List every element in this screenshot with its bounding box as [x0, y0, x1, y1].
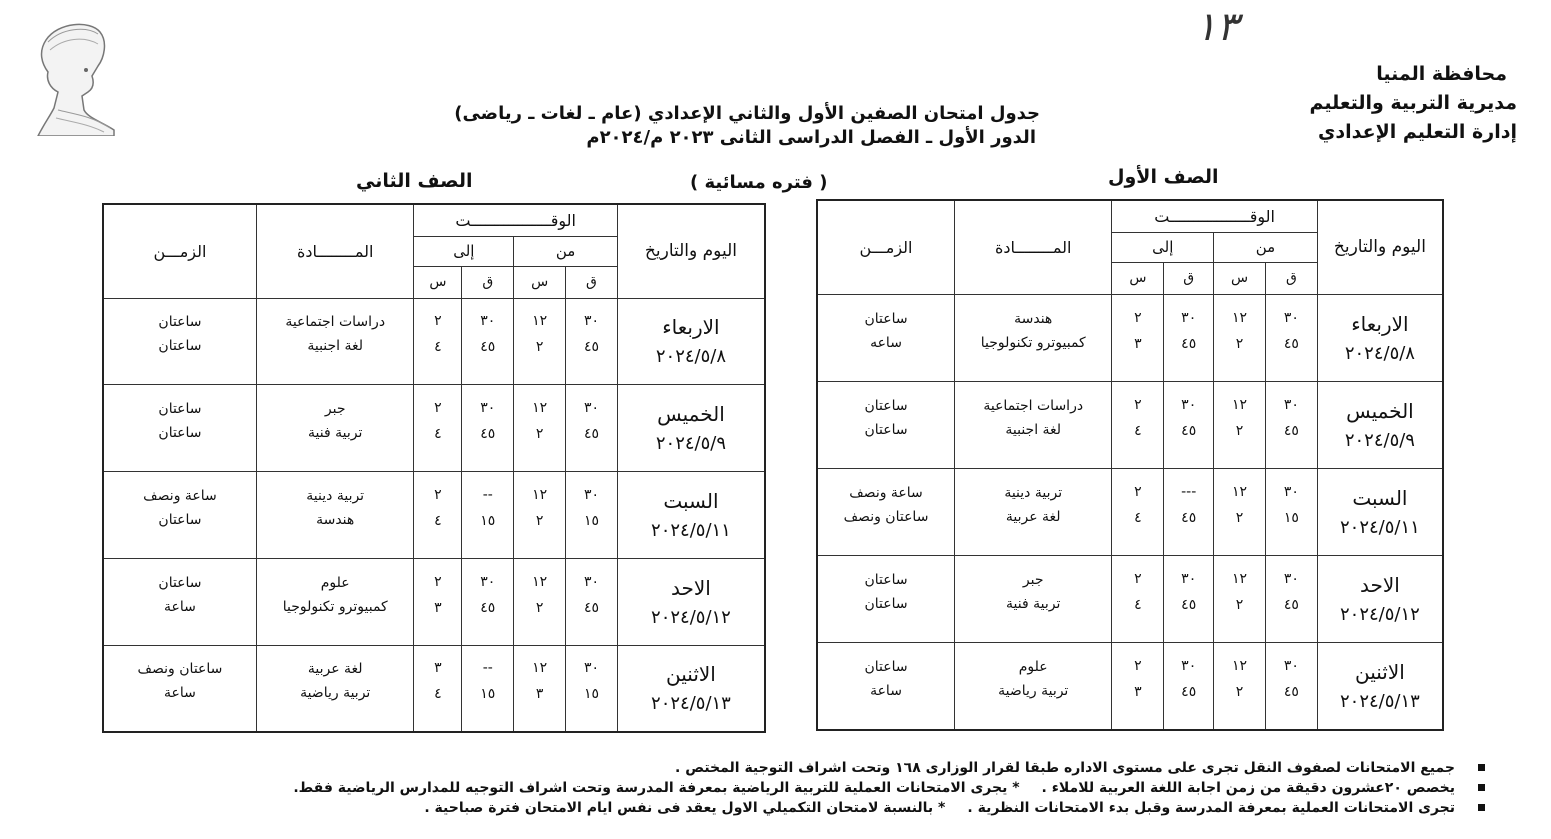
exam-date: ٢٠٢٤/٥/١١ — [1340, 516, 1420, 538]
duration-1: ساعة ونصف — [849, 484, 923, 501]
duration-cell — [103, 558, 256, 645]
from-hour-cell — [514, 472, 566, 559]
duration-1: ساعتان — [864, 659, 908, 676]
to-hour-cell — [414, 558, 462, 645]
day-date-cell — [1317, 643, 1443, 730]
from-minute-1: ٣٠ — [583, 660, 599, 677]
hour-header: س — [1214, 262, 1266, 294]
note-item — [39, 798, 1489, 818]
to-hour-cell — [1112, 643, 1164, 730]
exam-date: ٢٠٢٤/٥/١٣ — [651, 693, 731, 715]
to-hour-cell — [414, 645, 462, 732]
table-row — [817, 468, 1443, 555]
from-minute-2: ١٥ — [583, 512, 599, 529]
to-hour-cell — [414, 472, 462, 559]
subject-cell — [955, 294, 1112, 381]
note-text: تجرى الامتحانات العملية بمعرفة المدرسة وقبل بدء الامتحانات النظرية . — [967, 800, 1455, 816]
to-minute-1: ٣٠ — [480, 313, 496, 330]
hour-header: س — [514, 266, 566, 298]
subject-cell — [955, 468, 1112, 555]
day-date-cell — [617, 298, 765, 385]
duration-1: ساعتان ونصف — [137, 661, 223, 678]
from-hour-cell — [514, 558, 566, 645]
to-minute-2: ١٥ — [480, 686, 496, 703]
to-minute-2: ٤٥ — [1181, 335, 1197, 352]
day-name: الخميس — [657, 402, 725, 427]
to-hour-2: ٤ — [434, 339, 442, 356]
duration-2: ساعتان — [158, 425, 202, 442]
table-row — [103, 645, 765, 732]
subject-cell — [256, 298, 414, 385]
table-row — [103, 558, 765, 645]
from-hour-cell — [1214, 556, 1266, 643]
from-hour-cell — [1214, 381, 1266, 468]
to-minute-2: ٤٥ — [1181, 509, 1197, 526]
from-minute-2: ١٥ — [583, 686, 599, 703]
note-item — [39, 758, 1489, 778]
day-name: الاحد — [671, 575, 711, 600]
time-header: الوقـــــــــــــــــت — [1112, 200, 1317, 232]
subject-1: هندسة — [1014, 310, 1053, 327]
from-minute-1: ٣٠ — [583, 573, 599, 590]
to-hour-cell — [1112, 556, 1164, 643]
from-hour-cell — [514, 298, 566, 385]
to-hour-cell — [1112, 294, 1164, 381]
to-minute-cell — [1164, 468, 1214, 555]
duration-2: ساعتان — [158, 511, 202, 528]
to-hour-1: ٢ — [434, 313, 442, 330]
subject-2: كمبيوترو تكنولوجيا — [282, 598, 388, 615]
document-title — [380, 102, 1040, 150]
day-date-cell — [1317, 294, 1443, 381]
to-minute-1: ٣٠ — [1181, 396, 1197, 413]
to-minute-2: ٤٥ — [1181, 422, 1197, 439]
from-hour-cell — [514, 645, 566, 732]
from-minute-2: ٤٥ — [1283, 335, 1299, 352]
to-minute-cell — [462, 385, 514, 472]
to-minute-cell — [462, 645, 514, 732]
governorate-name: محافظة المنيا — [1376, 63, 1507, 85]
administration-name: إدارة التعليم الإعدادي — [1318, 121, 1517, 143]
exam-date: ٢٠٢٤/٥/٩ — [1344, 429, 1415, 451]
to-minute-cell — [1164, 294, 1214, 381]
from-minute-1: ٣٠ — [1283, 571, 1299, 588]
from-hour-1: ١٢ — [532, 573, 548, 590]
to-hour-cell — [1112, 381, 1164, 468]
from-hour-1: ١٢ — [1232, 396, 1248, 413]
table-row — [103, 385, 765, 472]
to-hour-cell — [414, 298, 462, 385]
from-minute-2: ٤٥ — [1283, 422, 1299, 439]
to-hour-2: ٤ — [434, 686, 442, 703]
to-hour-2: ٣ — [1134, 684, 1142, 701]
note-extra-text: * بالنسبة لامتحان التكميلي الاول يعقد فى نفس ايام الامتحان فترة صباحية . — [424, 800, 946, 816]
duration-2: ساعتان — [864, 421, 908, 438]
note-text: جميع الامتحانات لصفوف النقل تجرى على مستوى الاداره طبقا لقرار الوزارى ١٦٨ وتحت اشراف التوجية المختص . — [675, 760, 1455, 776]
hour-header: س — [414, 266, 462, 298]
from-hour-2: ٢ — [1235, 684, 1244, 701]
period-label: ( فتره مسائية ) — [690, 172, 828, 193]
grade2-schedule-table — [102, 203, 766, 733]
from-minute-cell — [566, 385, 618, 472]
day-name: الاحد — [1359, 573, 1400, 598]
from-minute-cell — [566, 645, 618, 732]
day-name: السبت — [1352, 485, 1408, 510]
subject-1: علوم — [320, 574, 350, 591]
issuing-authority — [1309, 60, 1517, 147]
from-minute-cell — [1265, 381, 1317, 468]
duration-cell — [817, 643, 955, 730]
from-header: من — [514, 236, 618, 266]
subject-1: علوم — [1018, 659, 1048, 676]
duration-2: ساعتان — [864, 596, 908, 613]
subject-1: دراسات اجتماعية — [983, 397, 1084, 414]
to-minute-2: ٤٥ — [480, 339, 496, 356]
from-minute-1: ٣٠ — [1283, 396, 1299, 413]
to-header: إلى — [1112, 232, 1214, 262]
duration-2: ساعتان ونصف — [843, 508, 929, 525]
duration-2: ساعة — [164, 598, 196, 615]
duration-cell — [103, 298, 256, 385]
nefertiti-logo — [28, 18, 120, 136]
to-minute-2: ٤٥ — [480, 426, 496, 443]
note-item — [39, 778, 1489, 798]
to-minute-1: ٣٠ — [480, 400, 496, 417]
from-hour-1: ١٢ — [532, 486, 548, 503]
day-name: الاربعاء — [662, 315, 720, 340]
table-row — [817, 556, 1443, 643]
minute-header: ق — [1164, 262, 1214, 294]
from-hour-2: ٢ — [535, 339, 544, 356]
subject-2: لغة اجنبية — [1005, 421, 1062, 438]
subject-cell — [955, 381, 1112, 468]
from-minute-2: ٤٥ — [583, 339, 599, 356]
from-hour-1: ١٢ — [1232, 658, 1248, 675]
day-name: الاثنين — [666, 662, 716, 687]
subject-2: كمبيوترو تكنولوجيا — [980, 334, 1086, 351]
notes-section — [39, 758, 1489, 818]
from-hour-1: ١٢ — [532, 660, 548, 677]
to-minute-cell — [1164, 381, 1214, 468]
to-minute-2: ١٥ — [480, 512, 496, 529]
subject-2: تربية رياضية — [998, 683, 1069, 700]
from-minute-2: ١٥ — [1283, 509, 1299, 526]
subject-1: دراسات اجتماعية — [285, 314, 386, 331]
from-minute-1: ٣٠ — [583, 400, 599, 417]
subject-cell — [256, 645, 414, 732]
title-line-2: الدور الأول ـ الفصل الدراسى الثانى ٢٠٢٣ م/٢٠٢٤م — [586, 127, 1036, 148]
table-row — [103, 298, 765, 385]
title-line-1: جدول امتحان الصفين الأول والثاني الإعدادي (عام ـ لغات ـ رياضى) — [454, 103, 1040, 124]
day-name: الاربعاء — [1351, 311, 1409, 336]
table-row — [817, 381, 1443, 468]
subject-header: المــــــــادة — [955, 200, 1112, 294]
from-minute-1: ٣٠ — [583, 313, 599, 330]
to-hour-2: ٤ — [434, 512, 442, 529]
duration-1: ساعتان — [158, 574, 202, 591]
to-minute-1: ٣٠ — [480, 573, 496, 590]
subject-1: لغة عربية — [307, 661, 363, 678]
subject-2: لغة اجنبية — [307, 338, 364, 355]
duration-1: ساعتان — [158, 401, 202, 418]
minute-header: ق — [462, 266, 514, 298]
exam-date: ٢٠٢٤/٥/١٢ — [651, 606, 731, 628]
subject-1: جبر — [1022, 572, 1044, 589]
grade1-label: الصف الأول — [1108, 166, 1219, 188]
day-date-cell — [1317, 381, 1443, 468]
subject-cell — [256, 472, 414, 559]
day-name: السبت — [663, 488, 719, 513]
bullet-icon — [1478, 764, 1485, 771]
note-text: يخصص ٢٠عشرون دقيقة من زمن اجابة اللغة العربية للاملاء . — [1041, 780, 1455, 796]
to-hour-2: ٤ — [1134, 422, 1142, 439]
to-hour-1: ٢ — [434, 573, 442, 590]
from-minute-cell — [1265, 643, 1317, 730]
duration-cell — [817, 468, 955, 555]
duration-1: ساعتان — [864, 572, 908, 589]
from-hour-2: ٢ — [1235, 597, 1244, 614]
grade1-schedule-table — [816, 199, 1444, 731]
to-minute-1: ٣٠ — [1181, 309, 1197, 326]
day-date-cell — [1317, 468, 1443, 555]
subject-cell — [955, 556, 1112, 643]
to-minute-1: -- — [482, 486, 493, 503]
duration-cell — [103, 645, 256, 732]
from-header: من — [1214, 232, 1318, 262]
day-name: الخميس — [1346, 398, 1414, 423]
from-hour-2: ٢ — [1235, 422, 1244, 439]
grade2-label: الصف الثاني — [356, 170, 473, 192]
from-minute-2: ٤٥ — [1283, 684, 1299, 701]
from-hour-1: ١٢ — [532, 400, 548, 417]
day-date-cell — [617, 472, 765, 559]
bullet-icon — [1478, 784, 1485, 791]
to-hour-1: ٢ — [1134, 658, 1142, 675]
subject-2: تربية فنية — [308, 425, 363, 442]
from-minute-1: ٣٠ — [1283, 309, 1299, 326]
subject-1: تربية دينية — [1004, 484, 1063, 501]
day-date-header: اليوم والتاريخ — [617, 204, 765, 298]
subject-cell — [256, 385, 414, 472]
duration-cell — [103, 472, 256, 559]
from-minute-2: ٤٥ — [583, 426, 599, 443]
day-date-cell — [617, 558, 765, 645]
exam-date: ٢٠٢٤/٥/١١ — [651, 519, 731, 541]
to-minute-2: ٤٥ — [480, 599, 496, 616]
day-date-cell — [1317, 556, 1443, 643]
from-minute-cell — [1265, 556, 1317, 643]
duration-1: ساعة ونصف — [143, 487, 217, 504]
directorate-name: مديرية التربية والتعليم — [1309, 92, 1517, 114]
to-minute-cell — [462, 558, 514, 645]
bullet-icon — [1478, 804, 1485, 811]
subject-2: تربية فنية — [1006, 596, 1061, 613]
from-hour-2: ٢ — [535, 426, 544, 443]
from-hour-2: ٢ — [1235, 335, 1244, 352]
from-minute-cell — [566, 472, 618, 559]
from-hour-cell — [1214, 643, 1266, 730]
from-hour-2: ٢ — [535, 512, 544, 529]
time-header: الوقـــــــــــــــــت — [414, 204, 617, 236]
duration-cell — [817, 294, 955, 381]
note-extra-text: * يجرى الامتحانات العملية للتربية الرياضية بمعرفة المدرسة وتحت اشراف التوجيه للمدارس الرياضية فقط. — [293, 780, 1020, 796]
subject-2: تربية رياضية — [300, 685, 371, 702]
from-minute-cell — [566, 298, 618, 385]
page-number: ١٣ — [1195, 4, 1238, 50]
to-minute-cell — [1164, 556, 1214, 643]
to-hour-2: ٣ — [1134, 335, 1142, 352]
duration-header: الزمـــن — [817, 200, 955, 294]
to-hour-1: ٢ — [1134, 571, 1142, 588]
from-hour-2: ٢ — [535, 599, 544, 616]
subject-cell — [256, 558, 414, 645]
duration-2: ساعه — [870, 334, 902, 351]
from-hour-1: ١٢ — [1232, 571, 1248, 588]
minute-header: ق — [566, 266, 618, 298]
day-date-header: اليوم والتاريخ — [1317, 200, 1443, 294]
duration-cell — [817, 556, 955, 643]
to-minute-1: --- — [1181, 483, 1197, 500]
duration-1: ساعتان — [864, 397, 908, 414]
from-hour-cell — [1214, 294, 1266, 381]
subject-2: هندسة — [316, 511, 355, 528]
duration-header: الزمـــن — [103, 204, 256, 298]
to-hour-1: ٢ — [1134, 396, 1142, 413]
from-minute-1: ٣٠ — [583, 486, 599, 503]
to-hour-cell — [414, 385, 462, 472]
from-minute-1: ٣٠ — [1283, 483, 1299, 500]
to-hour-1: ٢ — [1134, 483, 1142, 500]
to-hour-1: ٢ — [1134, 309, 1142, 326]
table-row — [103, 472, 765, 559]
subject-1: جبر — [324, 401, 346, 418]
from-minute-cell — [1265, 294, 1317, 381]
to-minute-2: ٤٥ — [1181, 597, 1197, 614]
minute-header: ق — [1265, 262, 1317, 294]
exam-date: ٢٠٢٤/٥/٨ — [655, 346, 727, 368]
to-hour-2: ٤ — [434, 426, 442, 443]
to-hour-1: ٢ — [434, 486, 442, 503]
exam-date: ٢٠٢٤/٥/١٣ — [1340, 691, 1420, 713]
to-minute-1: -- — [482, 660, 493, 677]
to-hour-cell — [1112, 468, 1164, 555]
from-hour-2: ٣ — [535, 686, 544, 703]
to-hour-1: ٢ — [434, 400, 442, 417]
to-minute-cell — [462, 298, 514, 385]
from-hour-1: ١٢ — [1232, 309, 1248, 326]
to-hour-2: ٤ — [1134, 509, 1142, 526]
to-hour-2: ٣ — [434, 599, 442, 616]
duration-2: ساعتان — [158, 338, 202, 355]
to-minute-cell — [462, 472, 514, 559]
from-hour-cell — [514, 385, 566, 472]
exam-date: ٢٠٢٤/٥/٨ — [1344, 342, 1415, 364]
to-minute-1: ٣٠ — [1181, 571, 1197, 588]
to-hour-1: ٣ — [434, 660, 442, 677]
subject-2: لغة عربية — [1005, 508, 1061, 525]
to-header: إلى — [414, 236, 514, 266]
duration-cell — [817, 381, 955, 468]
subject-1: تربية دينية — [306, 487, 365, 504]
table-row — [817, 643, 1443, 730]
table-row — [817, 294, 1443, 381]
from-hour-1: ١٢ — [1232, 483, 1248, 500]
from-hour-1: ١٢ — [532, 313, 548, 330]
from-hour-2: ٢ — [1235, 509, 1244, 526]
day-date-cell — [617, 645, 765, 732]
to-hour-2: ٤ — [1134, 597, 1142, 614]
from-minute-2: ٤٥ — [1283, 597, 1299, 614]
exam-date: ٢٠٢٤/٥/١٢ — [1340, 604, 1420, 626]
subject-cell — [955, 643, 1112, 730]
from-minute-cell — [566, 558, 618, 645]
day-name: الاثنين — [1354, 660, 1405, 685]
from-minute-2: ٤٥ — [583, 599, 599, 616]
duration-1: ساعتان — [864, 310, 908, 327]
duration-1: ساعتان — [158, 314, 202, 331]
duration-cell — [103, 385, 256, 472]
to-minute-1: ٣٠ — [1181, 658, 1197, 675]
to-minute-cell — [1164, 643, 1214, 730]
duration-2: ساعة — [164, 685, 196, 702]
day-date-cell — [617, 385, 765, 472]
from-minute-cell — [1265, 468, 1317, 555]
exam-date: ٢٠٢٤/٥/٩ — [655, 433, 727, 455]
hour-header: س — [1112, 262, 1164, 294]
from-hour-cell — [1214, 468, 1266, 555]
duration-2: ساعة — [870, 683, 902, 700]
to-minute-2: ٤٥ — [1181, 684, 1197, 701]
from-minute-1: ٣٠ — [1283, 658, 1299, 675]
subject-header: المــــــــادة — [256, 204, 414, 298]
